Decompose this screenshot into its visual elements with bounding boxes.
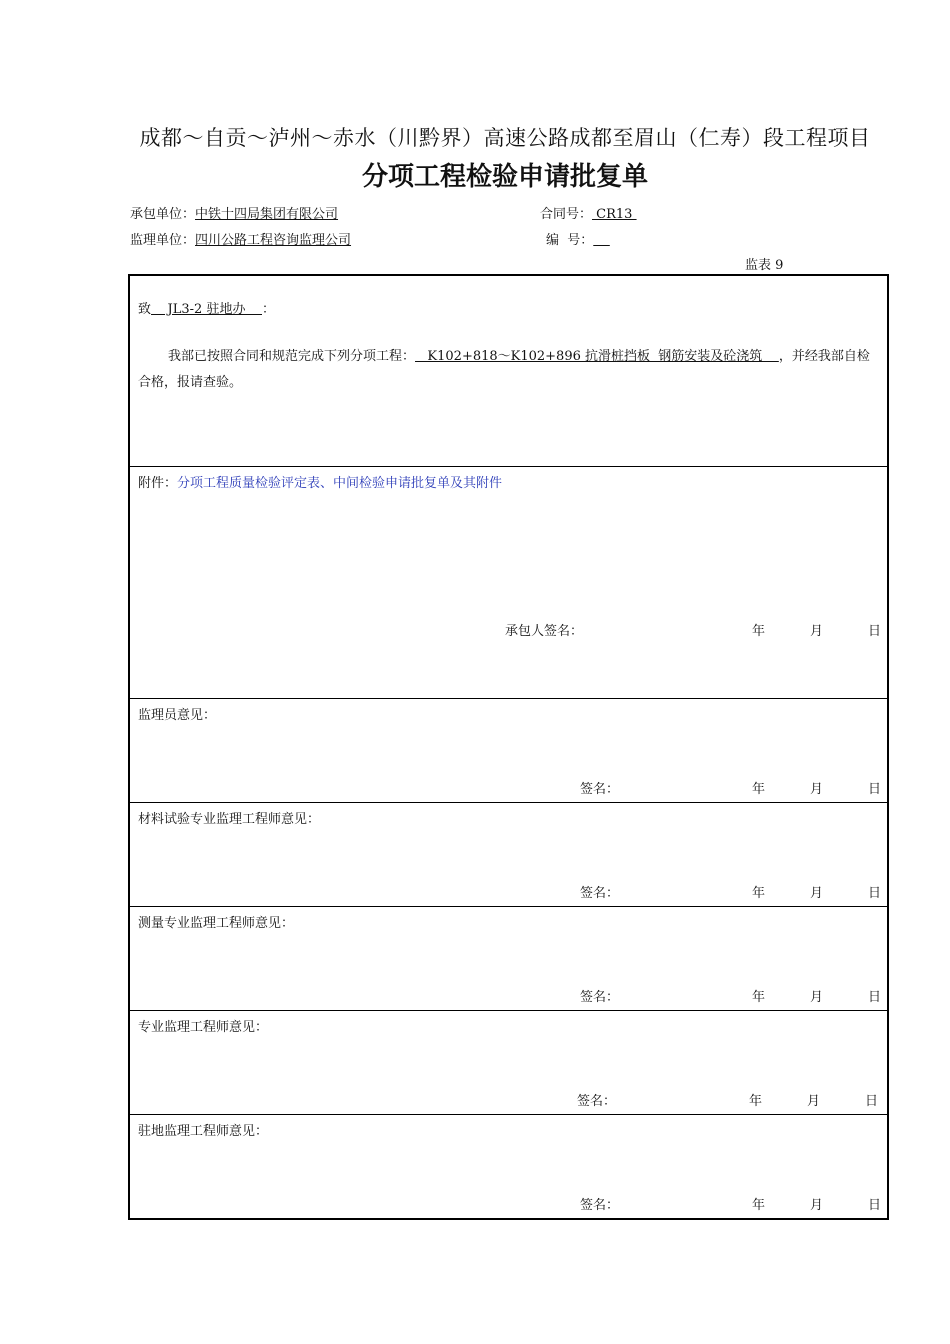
request-section	[130, 276, 887, 467]
opinion-section	[130, 802, 887, 907]
contractor-row	[130, 203, 338, 222]
signature-label: 签名：	[580, 1198, 620, 1213]
addressee-line	[138, 298, 275, 317]
supervisor-label: 监理单位：	[130, 233, 196, 248]
attachment-section	[130, 466, 887, 699]
contractor-label: 承包单位：	[130, 207, 196, 222]
supervisor-value: 四川公路工程咨询监理公司	[195, 233, 352, 248]
opinion-label: 专业监理工程师意见：	[138, 1020, 269, 1035]
request-body	[138, 344, 879, 396]
contract-no-row	[540, 203, 637, 222]
serial-value	[593, 233, 610, 248]
date-month: 月	[810, 990, 824, 1005]
date-day: 日	[868, 886, 882, 901]
addressee-suffix: ：	[262, 302, 276, 317]
form-table	[128, 274, 889, 1220]
date-month: 月	[807, 1094, 821, 1109]
date-year: 年	[749, 1094, 763, 1109]
opinion-label: 测量专业监理工程师意见：	[138, 916, 295, 931]
date-day: 日	[868, 1198, 882, 1213]
signature-label: 签名：	[580, 782, 620, 797]
opinion-section	[130, 698, 887, 803]
attachment-line	[138, 472, 502, 491]
date-year: 年	[752, 886, 766, 901]
opinion-section	[130, 1114, 887, 1220]
form-title: 分项工程检验申请批复单	[361, 162, 648, 192]
opinion-label: 监理员意见：	[138, 708, 217, 723]
date-day: 日	[868, 624, 882, 639]
date-day: 日	[868, 782, 882, 797]
date-month: 月	[810, 624, 824, 639]
date-month: 月	[810, 782, 824, 797]
date-day: 日	[868, 990, 882, 1005]
opinion-section	[130, 1010, 887, 1115]
contractor-signature-label: 承包人签名：	[505, 624, 584, 639]
signature-label: 签名：	[577, 1094, 617, 1109]
project-title: 成都～自贡～泸州～赤水（川黔界）高速公路成都至眉山（仁寿）段工程项目	[139, 126, 871, 150]
serial-label: 编 号：	[546, 233, 594, 248]
opinion-section	[130, 906, 887, 1011]
attachment-text: 分项工程质量检验评定表、中间检验申请批复单及其附件	[177, 476, 503, 491]
signature-label: 签名：	[580, 990, 620, 1005]
date-year: 年	[752, 624, 766, 639]
date-month: 月	[810, 886, 824, 901]
serial-row	[546, 229, 610, 248]
request-body-suffix: ，并经我部自检合格，报请查验。	[138, 349, 870, 390]
signature-label: 签名：	[580, 886, 620, 901]
contractor-value: 中铁十四局集团有限公司	[195, 207, 339, 222]
request-body-prefix: 我部已按照合同和规范完成下列分项工程：	[168, 349, 416, 364]
date-day: 日	[865, 1094, 879, 1109]
request-body-fill: K102+818～K102+896 抗滑桩挡板 钢筋安装及砼浇筑	[415, 349, 779, 364]
opinion-label: 驻地监理工程师意见：	[138, 1124, 269, 1139]
date-year: 年	[752, 782, 766, 797]
date-year: 年	[752, 1198, 766, 1213]
table-number: 监表 9	[745, 258, 784, 273]
addressee-prefix: 致	[138, 302, 152, 317]
contract-no-value: CR13	[592, 207, 637, 222]
date-month: 月	[810, 1198, 824, 1213]
opinion-label: 材料试验专业监理工程师意见：	[138, 812, 321, 827]
supervisor-row	[130, 229, 351, 248]
date-year: 年	[752, 990, 766, 1005]
contract-no-label: 合同号：	[540, 207, 593, 222]
addressee-value: JL3-2 驻地办	[151, 302, 262, 317]
attachment-label: 附件：	[138, 476, 178, 491]
